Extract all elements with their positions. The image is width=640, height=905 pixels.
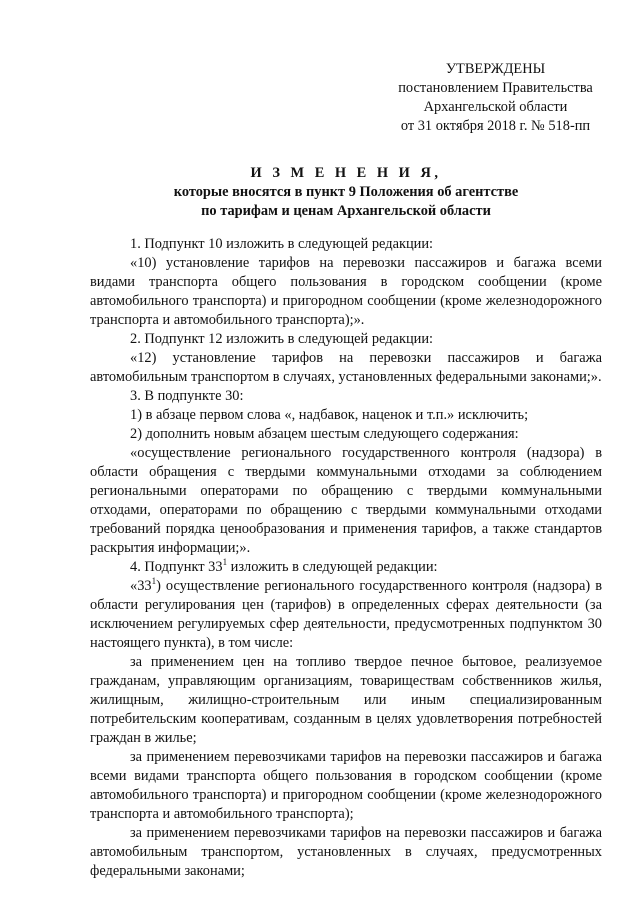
- heading-title: И З М Е Н Е Н И Я,: [250, 165, 442, 181]
- approval-title: УТВЕРЖДЕНЫ: [445, 61, 546, 77]
- superscript: 1: [151, 576, 157, 587]
- paragraph-text: изложить в следующей редакции:: [227, 559, 438, 575]
- paragraph: «осуществление регионального государственного контроля (надзора) в области обращения с твердыми коммунальными отходами за соблюдением региональными операторами по обращению с твердыми коммунальными отходами, операторами по обращению с твердыми коммунальными отходами требований порядка ценообразования и применения тарифов, а также стандартов раскрытия информации;».: [90, 445, 602, 556]
- document-body: [90, 235, 602, 881]
- approval-line: Архангельской области: [423, 99, 568, 115]
- document-heading: [90, 164, 602, 221]
- approval-stamp: [388, 60, 603, 136]
- paragraph: 1. Подпункт 10 изложить в следующей редакции:: [130, 236, 434, 252]
- paragraph: 2) дополнить новым абзацем шестым следующего содержания:: [130, 426, 519, 442]
- paragraph-text: ) осуществление регионального государственного контроля (надзора) в области регулирования цен (тарифов) в определенных сферах деятельности (за исключением регулируемых сфер деятельности, предусмотренных подпунктом 30 настоящего пункта), в том числе:: [90, 578, 602, 651]
- superscript: 1: [222, 557, 228, 568]
- approval-line: постановлением Правительства: [398, 80, 593, 96]
- paragraph: за применением перевозчиками тарифов на перевозки пассажиров и багажа всеми видами транспорта общего пользования в городском сообщении (кроме автомобильного транспорта) и пригородном сообщении (кроме железнодорожного транспорта и автомобильного транспорта);: [90, 749, 602, 822]
- paragraph: за применением перевозчиками тарифов на перевозки пассажиров и багажа автомобильным транспортом, установленных в случаях, предусмотренных федеральными законами;: [90, 825, 602, 879]
- heading-line: которые вносятся в пункт 9 Положения об агентстве: [173, 184, 519, 200]
- paragraph: [90, 558, 602, 577]
- paragraph: 2. Подпункт 12 изложить в следующей редакции:: [130, 331, 434, 347]
- paragraph: за применением цен на топливо твердое печное бытовое, реализуемое гражданам, управляющим организациям, товариществам собственников жилья, жилищным, жилищно-строительным или иным специализированным потребительским кооперативам, созданным в целях удовлетворения потребностей граждан в жилье;: [90, 654, 602, 746]
- paragraph: «10) установление тарифов на перевозки пассажиров и багажа всеми видами транспорта общего пользования в городском сообщении (кроме автомобильного транспорта) и пригородном сообщении (кроме железнодорожного транспорта и автомобильного транспорта);».: [90, 255, 602, 328]
- paragraph: 1) в абзаце первом слова «, надбавок, наценок и т.п.» исключить;: [130, 407, 529, 423]
- paragraph: [90, 577, 602, 653]
- paragraph-text: «33: [130, 578, 152, 594]
- paragraph: 3. В подпункте 30:: [130, 388, 244, 404]
- paragraph-text: 4. Подпункт 33: [130, 559, 223, 575]
- approval-line: от 31 октября 2018 г. № 518-пп: [400, 118, 591, 134]
- heading-line: по тарифам и ценам Архангельской области: [201, 203, 491, 219]
- paragraph: «12) установление тарифов на перевозки пассажиров и багажа автомобильным транспортом в случаях, установленных федеральными законами;».: [90, 350, 602, 385]
